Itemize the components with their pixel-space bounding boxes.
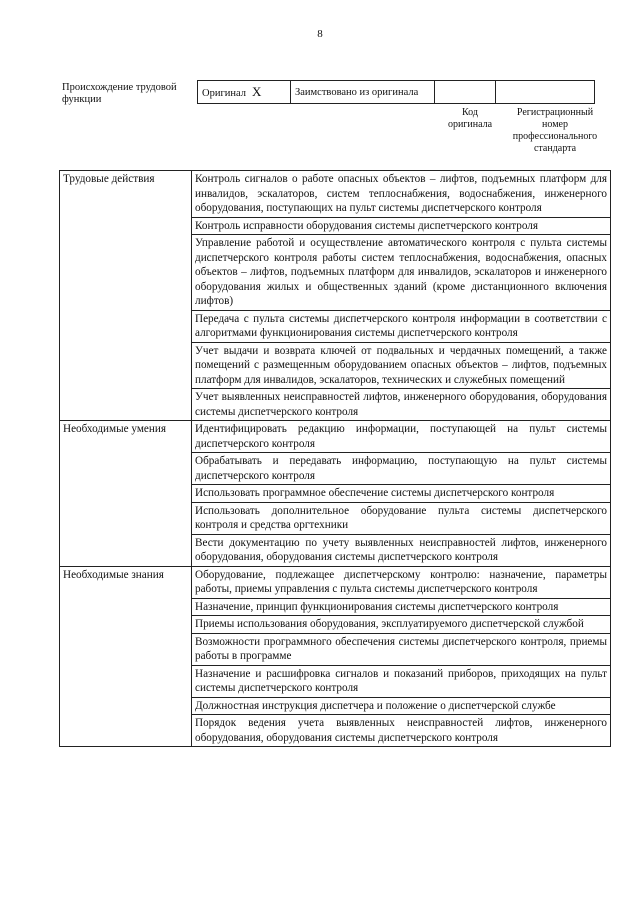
origin-reg-number-cell <box>496 81 595 104</box>
section-item: Приемы использования оборудования, эксплуатируемого диспетчерской службой <box>192 616 611 634</box>
section-title: Необходимые знания <box>60 566 192 747</box>
section-item: Идентифицировать редакцию информации, поступающей на пульт системы диспетчерского контроля <box>192 421 611 453</box>
labor-function-table <box>59 170 611 747</box>
table-row <box>60 171 611 218</box>
section-item: Порядок ведения учета выявленных неисправностей лифтов, инженерного оборудования, оборудования системы диспетчерского контроля <box>192 715 611 747</box>
section-item: Назначение, принцип функционирования системы диспетчерского контроля <box>192 598 611 616</box>
section-item: Контроль исправности оборудования системы диспетчерского контроля <box>192 217 611 235</box>
section-item: Вести документацию по учету выявленных неисправностей лифтов, инженерного оборудования, оборудования системы диспетчерского контроля <box>192 534 611 566</box>
origin-original-label: Оригинал <box>202 88 246 99</box>
section-item: Использовать программное обеспечение системы диспетчерского контроля <box>192 485 611 503</box>
section-item: Передача с пульта системы диспетчерского контроля информации в соответствии с алгоритмами функционирования системы диспетчерского контроля <box>192 310 611 342</box>
table-row <box>60 566 611 598</box>
section-item: Контроль сигналов о работе опасных объектов – лифтов, подъемных платформ для инвалидов, эскалаторов, систем теплоснабжения, водоснабжения, инженерного оборудования, поступающих на пульт системы диспетчерского контроля <box>192 171 611 218</box>
section-item: Использовать дополнительное оборудование пульта системы диспетчерского контроля и средства оргтехники <box>192 502 611 534</box>
origin-label: Происхождение трудовой функции <box>62 82 177 105</box>
origin-table <box>197 80 595 104</box>
page-number: 8 <box>317 28 323 40</box>
origin-borrowed-cell: Заимствовано из оригинала <box>291 81 435 104</box>
origin-code-cell <box>435 81 496 104</box>
table-row <box>60 421 611 453</box>
reg-number-caption: Регистрационный номер профессионального стандарта <box>512 107 598 154</box>
section-item: Назначение и расшифровка сигналов и показаний приборов, приходящих на пульт системы диспетчерского контроля <box>192 665 611 697</box>
origin-original-mark: X <box>252 84 262 99</box>
section-title: Трудовые действия <box>60 171 192 421</box>
section-title: Необходимые умения <box>60 421 192 567</box>
origin-original-cell <box>198 81 291 104</box>
section-item: Учет выявленных неисправностей лифтов, инженерного оборудования, оборудования системы диспетчерского контроля <box>192 389 611 421</box>
code-caption: Код оригинала <box>447 107 493 130</box>
section-item: Учет выдачи и возврата ключей от подвальных и чердачных помещений, а также помещений с размещенным оборудованием опасных объектов – лифтов, подъемных платформ для инвалидов, эскалаторов, технических и служебных помещений <box>192 342 611 389</box>
section-item: Обрабатывать и передавать информацию, поступающую на пульт системы диспетчерского контроля <box>192 453 611 485</box>
section-item: Возможности программного обеспечения системы диспетчерского контроля, приемы работы в программе <box>192 633 611 665</box>
section-item: Оборудование, подлежащее диспетчерскому контролю: назначение, параметры работы, приемы управления с пульта системы диспетчерского контроля <box>192 566 611 598</box>
section-item: Управление работой и осуществление автоматического контроля с пульта системы диспетчерского контроля работы систем теплоснабжения, водоснабжения, опасных объектов – лифтов, подъемных платформ для инвалидов, эскалаторов и инженерного оборудования жилых и общественных зданий (кроме дистанционного включения лифтов) <box>192 235 611 311</box>
section-item: Должностная инструкция диспетчера и положение о диспетчерской службе <box>192 697 611 715</box>
